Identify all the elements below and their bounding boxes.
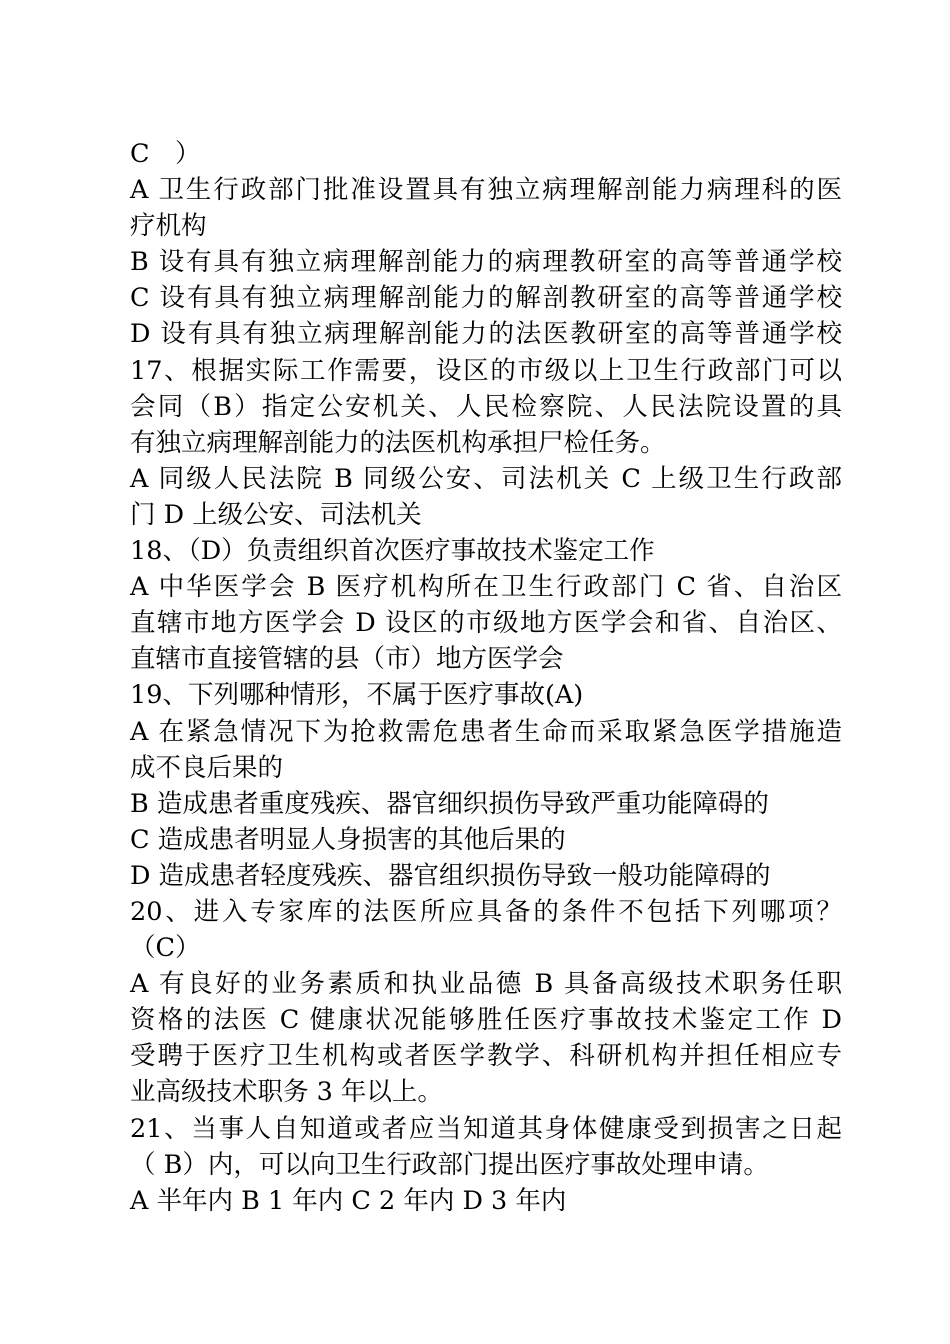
- text-line: B 设有具有独立病理解剖能力的病理教研室的高等普通学校: [130, 247, 842, 278]
- text-line: C 设有具有独立病理解剖能力的解剖教研室的高等普通学校: [130, 283, 842, 314]
- text-line: D 设有具有独立病理解剖能力的法医教研室的高等普通学校: [130, 319, 842, 350]
- text-line: D 造成患者轻度残疾、器官组织损伤导致一般功能障碍的: [130, 860, 771, 891]
- text-line: B 造成患者重度残疾、器官细织损伤导致严重功能障碍的: [130, 788, 769, 819]
- text-line: 20、进入专家库的法医所应具备的条件不包括下列哪项？: [130, 896, 842, 927]
- text-line: 直辖市直接管辖的县（市）地方医学会: [130, 644, 564, 675]
- text-line: 有独立病理解剖能力的法医机构承担尸检任务。: [130, 427, 666, 458]
- text-line: （ B）内，可以向卫生行政部门提出医疗事故处理申请。: [130, 1149, 769, 1180]
- text-line: 资格的法医 C 健康状况能够胜任医疗事故技术鉴定工作 D: [130, 1005, 842, 1036]
- text-line: 18、（D）负责组织首次医疗事故技术鉴定工作: [130, 536, 655, 567]
- text-line: A 中华医学会 B 医疗机构所在卫生行政部门 C 省、自治区: [130, 572, 842, 603]
- text-line: C 造成患者明显人身损害的其他后果的: [130, 824, 566, 855]
- text-line: 直辖市地方医学会 D 设区的市级地方医学会和省、自治区、: [130, 608, 842, 639]
- text-line: 会同（B）指定公安机关、人民检察院、人民法院设置的具: [130, 391, 842, 422]
- text-line: 业高级技术职务 3 年以上。: [130, 1077, 443, 1108]
- text-line: 19、下列哪种情形，不属于医疗事故(A): [130, 680, 584, 711]
- text-line: A 半年内 B 1 年内 C 2 年内 D 3 年内: [130, 1185, 567, 1216]
- text-line: A 同级人民法院 B 同级公安、司法机关 C 上级卫生行政部: [130, 463, 842, 494]
- text-line: 门 D 上级公安、司法机关: [130, 499, 422, 530]
- text-line: 受聘于医疗卫生机构或者医学教学、科研机构并担任相应专: [130, 1041, 842, 1072]
- text-line: 成不良后果的: [130, 752, 284, 783]
- document-body: [130, 136, 842, 1219]
- text-line: 17、根据实际工作需要，设区的市级以上卫生行政部门可以: [130, 355, 842, 386]
- text-line: A 有良好的业务素质和执业品德 B 具备高级技术职务任职: [130, 969, 842, 1000]
- text-line: A 在紧急情况下为抢救需危患者生命而采取紧急医学措施造: [130, 716, 842, 747]
- text-line: 疗机构: [130, 211, 207, 242]
- text-line: 21、当事人自知道或者应当知道其身体健康受到损害之日起: [130, 1113, 842, 1144]
- text-line: （C）: [130, 933, 201, 964]
- text-line: A 卫生行政部门批准设置具有独立病理解剖能力病理科的医: [130, 175, 842, 206]
- text-line: C ）: [130, 139, 201, 169]
